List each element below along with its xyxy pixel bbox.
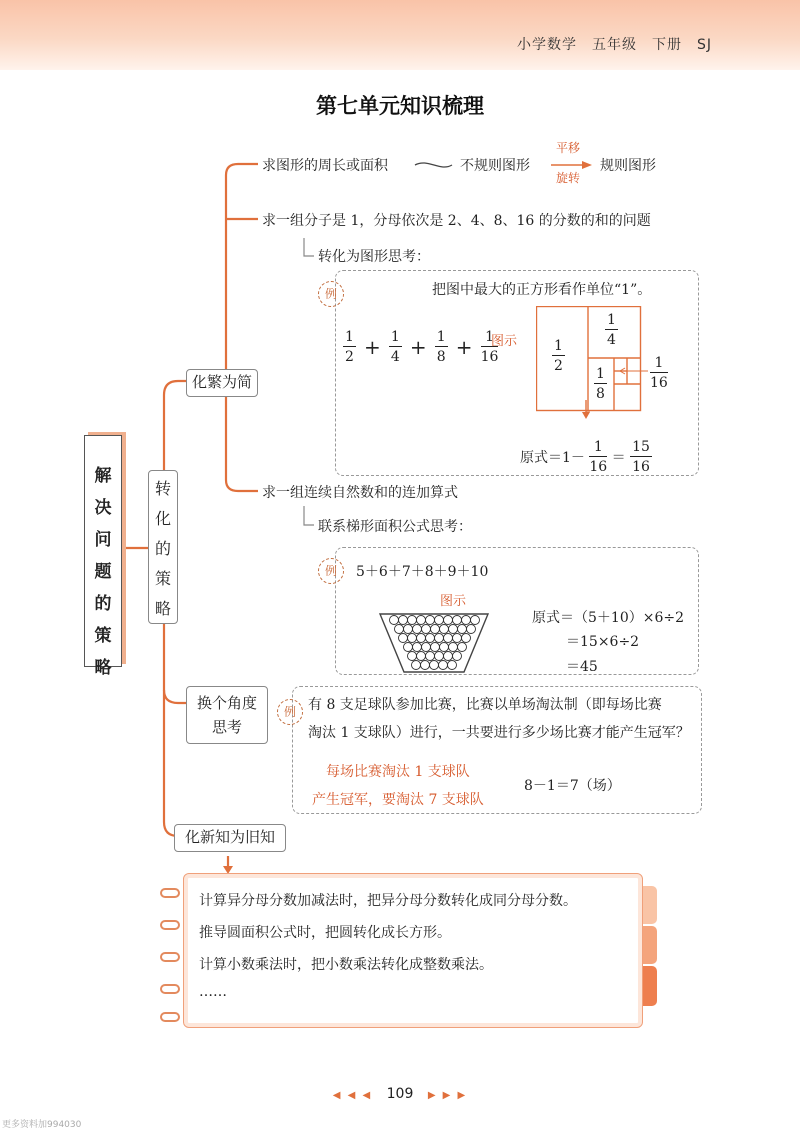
root-char: 的 [94,594,112,614]
arrow-label-translate: 平移 [556,141,581,155]
branch-perspective [186,686,268,744]
arrow-label-rotate: 旋转 [556,171,581,185]
note-tab-2 [643,926,657,964]
binder-ring [160,952,180,962]
fraction: $\frac{1}{16}$ [480,329,499,365]
diagram-arrow-label: 图示 [491,334,518,349]
item-consecutive: 求一组连续自然数和的连加算式 [262,485,458,501]
item-irregular-shape: 不规则图形 [460,158,530,174]
branch-new-to-old: 化新知为旧知 [174,824,286,852]
note-line: 计算小数乘法时，把小数乘法转化成整数乘法。 [199,957,493,973]
square-pointer-arrow [580,400,592,420]
example-badge: 例 [318,281,344,307]
strategy-char: 化 [154,509,171,528]
fraction: $\frac{1}{16}$ [589,439,608,475]
strategy-char: 略 [154,599,171,618]
root-char: 解 [94,466,112,486]
strategy-char: 策 [154,569,171,588]
diagram-arrow-label: 图示 [440,594,467,609]
fraction-expression [343,330,498,364]
note-tab-1 [643,886,657,924]
page-footer [0,1086,800,1102]
plus-sign: + [455,335,473,359]
plus-sign: + [409,335,427,359]
root-char: 题 [94,562,112,582]
note-ellipsis: …… [199,984,227,1000]
strategy-char: 转 [154,479,171,498]
result-prefix: 原式＝1－ [520,450,585,466]
square-eighth-label: $\frac{1}{8}$ [596,366,605,402]
book-info: 小学数学 五年级 下册 SJ [516,37,712,53]
tournament-question-line2: 淘汰 1 支球队）进行，一共要进行多少场比赛才能产生冠军？ [308,725,690,741]
square-quarter-label: $\frac{1}{4}$ [607,312,616,348]
square-sixteenth-label: $\frac{1}{16}$ [650,355,668,391]
binder-ring [160,984,180,994]
example-badge: 例 [277,699,303,725]
item-fraction-sum: 求一组分子是 1，分母依次是 2、4、8、16 的分数的和的问题 [262,213,651,229]
fraction: $\frac{1}{2}$ [345,329,354,365]
binder-ring [160,1012,180,1022]
trapezoid-circles-diagram [378,612,490,674]
tournament-arrow-top: 每场比赛淘汰 1 支球队 [326,764,470,780]
item-regular-shape: 规则图形 [600,158,656,174]
note-line: 计算异分母分数加减法时，把异分母分数转化成同分母分数。 [199,893,577,909]
root-node [84,435,122,678]
fraction-result [520,440,652,474]
fraction: $\frac{1}{4}$ [390,329,400,365]
tournament-arrow-bottom: 产生冠军，要淘汰 7 支球队 [312,792,484,808]
trapezoid-step-1: 原式＝（5＋10）×6÷2 [532,610,684,626]
page-number: 109 [386,1086,414,1102]
example-caption: 把图中最大的正方形看作单位“1”。 [432,282,652,298]
next-arrows: ▶ ▶ ▶ [427,1090,468,1101]
consecutive-expression: 5＋6＋7＋8＋9＋10 [356,564,489,580]
page-title: 第七单元知识梳理 [316,94,484,118]
branch-perspective-line: 换个角度 [196,694,257,712]
watermark: 更多资料加994030 [2,1120,82,1130]
branch-perspective-line: 思考 [211,718,242,736]
square-half-label: $\frac{1}{2}$ [554,338,563,374]
example-badge: 例 [318,558,344,584]
binder-ring [160,888,180,898]
result-equals: ＝ [611,450,626,466]
note-tab-3 [643,966,657,1006]
branch-simplify: 化繁为简 [186,369,258,397]
tournament-result: 8－1＝7（场） [524,778,621,794]
root-char: 决 [94,498,112,518]
plus-sign: + [364,335,381,359]
trapezoid-step-2: ＝15×6÷2 [566,634,640,650]
strategy-char: 的 [154,539,171,558]
root-char: 策 [94,626,112,646]
fraction: $\frac{15}{16}$ [632,439,650,475]
binder-ring [160,920,180,930]
item-consecutive-sub: 联系梯形面积公式思考： [318,519,472,535]
item-fraction-sub: 转化为图形思考： [318,249,430,265]
tournament-question-line1: 有 8 支足球队参加比赛，比赛以单场淘汰制（即每场比赛 [308,697,662,713]
note-line: 推导圆面积公式时，把圆转化成长方形。 [199,925,451,941]
prev-arrows: ◀ ◀ ◀ [332,1090,373,1101]
root-char: 略 [94,658,112,678]
trapezoid-step-3: ＝45 [566,659,598,675]
root-char: 问 [94,530,112,550]
item-perimeter: 求图形的周长或面积 [262,158,388,174]
strategy-node [148,470,178,624]
fraction: $\frac{1}{8}$ [436,329,446,365]
